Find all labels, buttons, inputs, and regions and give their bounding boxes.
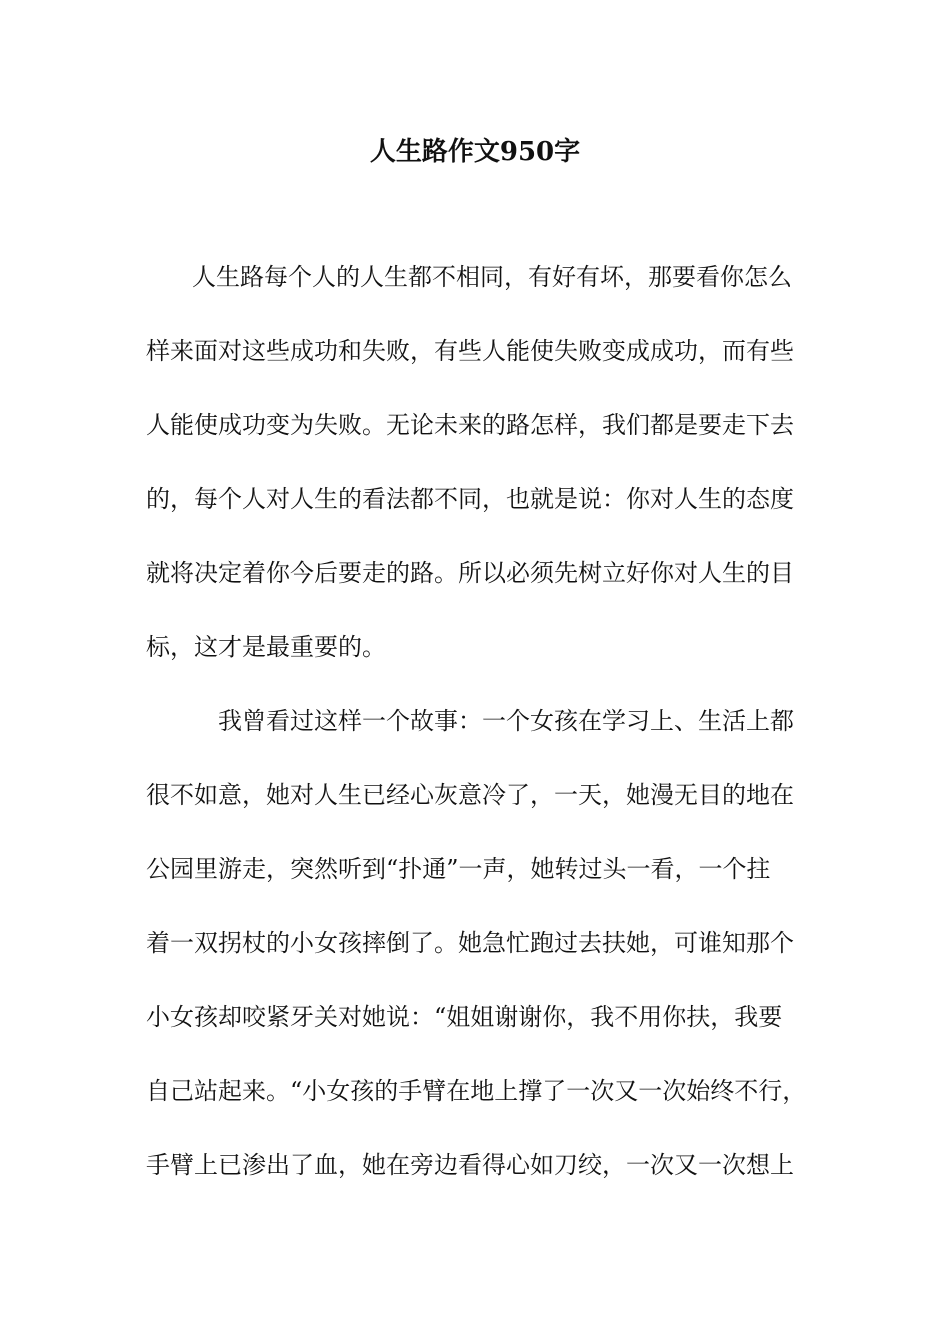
paragraph-2-line-2: 很不如意，她对人生已经心灰意冷了，一天，她漫无目的地在 (146, 781, 794, 809)
paragraph-2-line-5: 小女孩却咬紧牙关对她说：“姐姐谢谢你，我不用你扶，我要 (146, 1003, 783, 1031)
paragraph-1-line-6: 标，这才是最重要的。 (146, 633, 386, 661)
paragraph-2-line-1: 我曾看过这样一个故事：一个女孩在学习上、生活上都 (218, 707, 794, 735)
paragraph-2-line-3: 公园里游走，突然听到“扑通”一声，她转过头一看，一个拄 (146, 855, 771, 883)
paragraph-1-line-1: 人生路每个人的人生都不相同，有好有坏，那要看你怎么 (192, 263, 792, 291)
paragraph-2-line-7: 手臂上已渗出了血，她在旁边看得心如刀绞，一次又一次想上 (146, 1151, 794, 1179)
document-body (146, 252, 816, 1214)
document-title: 人生路作文950字 (369, 137, 581, 167)
paragraph-2-line-4: 着一双拐杖的小女孩摔倒了。她急忙跑过去扶她，可谁知那个 (146, 929, 794, 957)
paragraph-1-line-3: 人能使成功变为失败。无论未来的路怎样，我们都是要走下去 (146, 411, 794, 439)
paragraph-2-line-6: 自己站起来。“小女孩的手臂在地上撑了一次又一次始终不行， (146, 1077, 807, 1105)
paragraph-1-line-4: 的，每个人对人生的看法都不同，也就是说：你对人生的态度 (146, 485, 794, 513)
paragraph-1-line-2: 样来面对这些成功和失败，有些人能使失败变成成功，而有些 (146, 337, 794, 365)
paragraph-1-line-5: 就将决定着你今后要走的路。所以必须先树立好你对人生的目 (146, 559, 794, 587)
